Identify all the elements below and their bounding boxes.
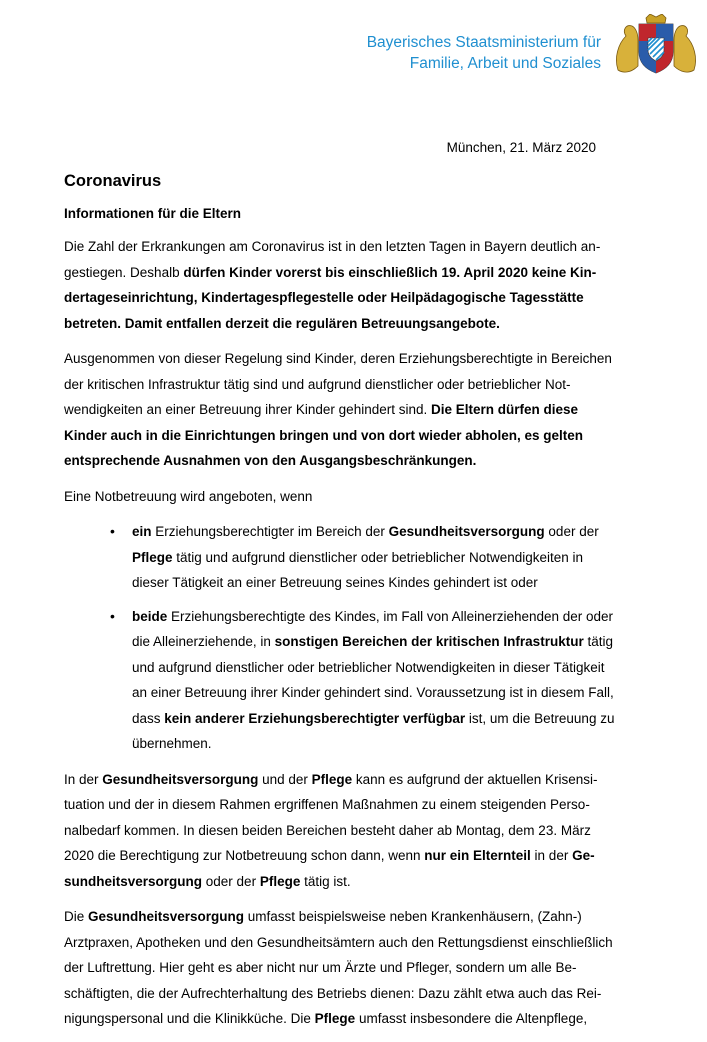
bold-text: Gesundheitsversorgung	[88, 909, 245, 924]
text: tätig und aufgrund dienstlicher oder betrieblicher Notwendigkeiten in dieser Tätigkeit an einer Betreuung ihrer Kinder gehindert sind. Voraussetzung ist in diesem Fall, dass	[132, 634, 614, 726]
ministry-name-line1: Bayerisches Staatsministerium für	[366, 34, 601, 51]
text: Ausgenommen von dieser Regelung sind Kinder, deren Erziehungsberechtigte in Bereichen der kritischen Infrastruktur tätig sind und aufgrund dienstlicher oder betrieblicher Notwendigkeiten an einer Betreuung ihrer Kinder gehindert sind.	[64, 351, 612, 417]
text: tätig ist.	[300, 873, 351, 889]
bold-text: dürfen Kinder vorerst bis einschließlich 19. April 2020 keine Kindertageseinrichtung, Kindertagespflegestelle oder Heilpädagogische Tagesstätte betreten. Damit entfallen derzeit die regulären Betreuungsangebote.	[64, 264, 597, 331]
text: Die Zahl der Erkrankungen am Coronavirus ist in den letzten Tagen in Bayern deutlich angestiegen. Deshalb	[64, 239, 601, 280]
bold-text: Pflege	[259, 873, 301, 889]
text: und der	[258, 771, 312, 787]
paragraph-4	[64, 767, 620, 895]
text: In der	[64, 771, 103, 787]
bavarian-coat-of-arms-icon	[612, 14, 700, 74]
letter-date: München, 21. März 2020	[446, 140, 596, 155]
text: Erziehungsberechtigte des Kindes, im Fall von Alleinerziehenden der oder die Alleinerziehende, in	[132, 608, 614, 649]
bold-text: kein anderer Erziehungsberechtigter verfügbar	[164, 710, 466, 726]
bullet-list	[64, 519, 620, 757]
letter-body	[64, 170, 620, 1042]
paragraph-1	[64, 234, 620, 336]
list-item	[64, 519, 620, 596]
letterhead	[0, 8, 707, 78]
bold-text: nur ein Elternteil	[424, 848, 531, 863]
page-title: Coronavirus	[64, 172, 162, 190]
bold-text: Gesundheitsversorgung	[64, 848, 595, 889]
bullet-icon: •	[110, 523, 115, 539]
bold-text: beide	[132, 608, 168, 624]
bold-text: Pflege	[311, 771, 353, 787]
text: umfasst insbesondere die Altenpflege,	[355, 1011, 588, 1026]
bold-text: Gesundheitsversorgung	[388, 524, 545, 539]
text: Erziehungsberechtigter im Bereich der	[151, 524, 389, 539]
bold-text: sonstigen Bereichen der kritischen Infrastruktur	[274, 634, 584, 649]
bold-text: Die Eltern dürfen diese Kinder auch in die Einrichtungen bringen und von dort wieder abholen, es gelten entsprechende Ausnahmen von den Ausgangsbeschränkungen.	[64, 402, 584, 468]
paragraph-5	[64, 904, 620, 1032]
bullet-icon: •	[110, 607, 115, 624]
text: Die	[64, 909, 89, 924]
bold-text: Pflege	[132, 549, 173, 565]
bold-text: Pflege	[314, 1011, 356, 1026]
ministry-name	[367, 32, 601, 74]
ministry-name-line2: Familie, Arbeit und Soziales	[409, 55, 601, 72]
paragraph-3: Eine Notbetreuung wird angeboten, wenn	[64, 488, 313, 504]
paragraph-2	[64, 346, 620, 474]
list-item	[64, 604, 620, 757]
text: in der	[530, 848, 573, 863]
bold-text: Gesundheitsversorgung	[102, 771, 259, 787]
text: oder der	[202, 873, 260, 889]
text: kann es aufgrund der aktuellen Krisensituation und der in diesem Rahmen ergriffenen Maßnahmen zu einem steigenden Personalbedarf kommen. In diesen beiden Bereichen besteht daher ab Montag, dem 23. März 2020 die Berechtigung zur Notbetreuung schon dann, wenn	[64, 771, 598, 863]
page-subtitle: Informationen für die Eltern	[64, 206, 242, 221]
bold-text: ein	[132, 524, 152, 539]
text: umfasst beispielsweise neben Krankenhäusern, (Zahn-) Arztpraxen, Apotheken und den Gesundheitsämtern auch den Rettungsdienst einschließlich der Luftrettung. Hier geht es aber nicht nur um Ärzte und Pfleger, sondern um alle Beschäftigten, die der Aufrechterhaltung des Betriebs dienen: Dazu zählt etwa auch das Reinigungspersonal und die Klinikküche. Die	[64, 909, 613, 1026]
text: ist, um die Betreuung zu übernehmen.	[132, 710, 615, 751]
text: tätig und aufgrund dienstlicher oder betrieblicher Notwendigkeiten in dieser Tätigkeit an einer Betreuung seines Kindes gehindert ist oder	[132, 549, 584, 590]
text: oder der	[544, 524, 599, 539]
